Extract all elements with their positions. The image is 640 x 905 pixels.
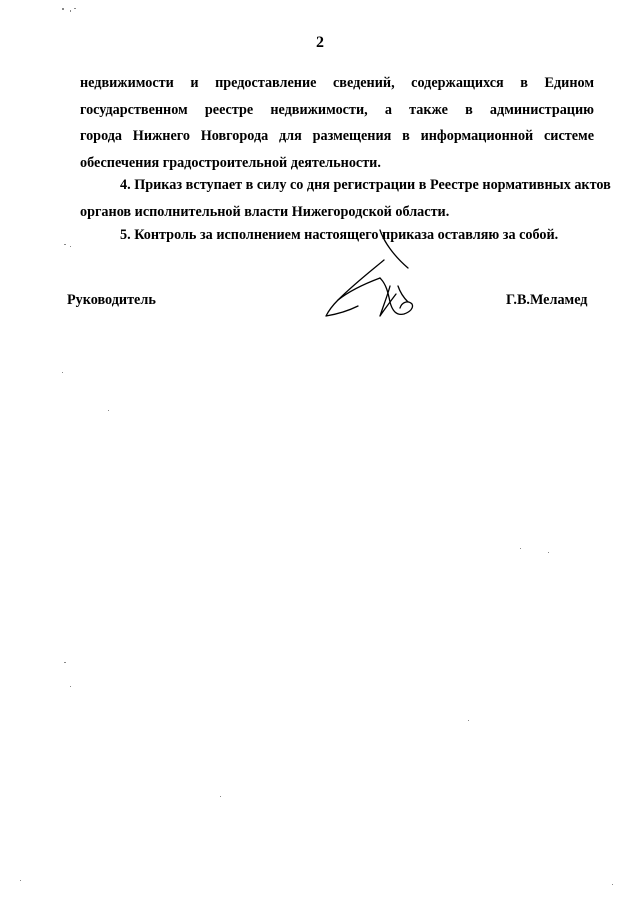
- paragraph-line: государственном реестре недвижимости, а также в администрацию: [80, 101, 594, 118]
- page-number: 2: [316, 34, 324, 51]
- signer-name: Г.В.Меламед: [506, 292, 588, 308]
- paragraph-line: обеспечения градостроительной деятельности.: [80, 154, 381, 171]
- signer-title: Руководитель: [67, 292, 156, 308]
- paragraph-line: 4. Приказ вступает в силу со дня регистрации в Реестре нормативных актов: [120, 177, 611, 193]
- paragraph-line: 5. Контроль за исполнением настоящего приказа оставляю за собой.: [120, 227, 559, 243]
- paragraph-line: недвижимости и предоставление сведений, содержащихся в Едином: [80, 75, 594, 91]
- paragraph-line: органов исполнительной власти Нижегородской области.: [80, 203, 450, 220]
- paragraph-line: города Нижнего Новгорода для размещения в информационной системе: [80, 128, 594, 144]
